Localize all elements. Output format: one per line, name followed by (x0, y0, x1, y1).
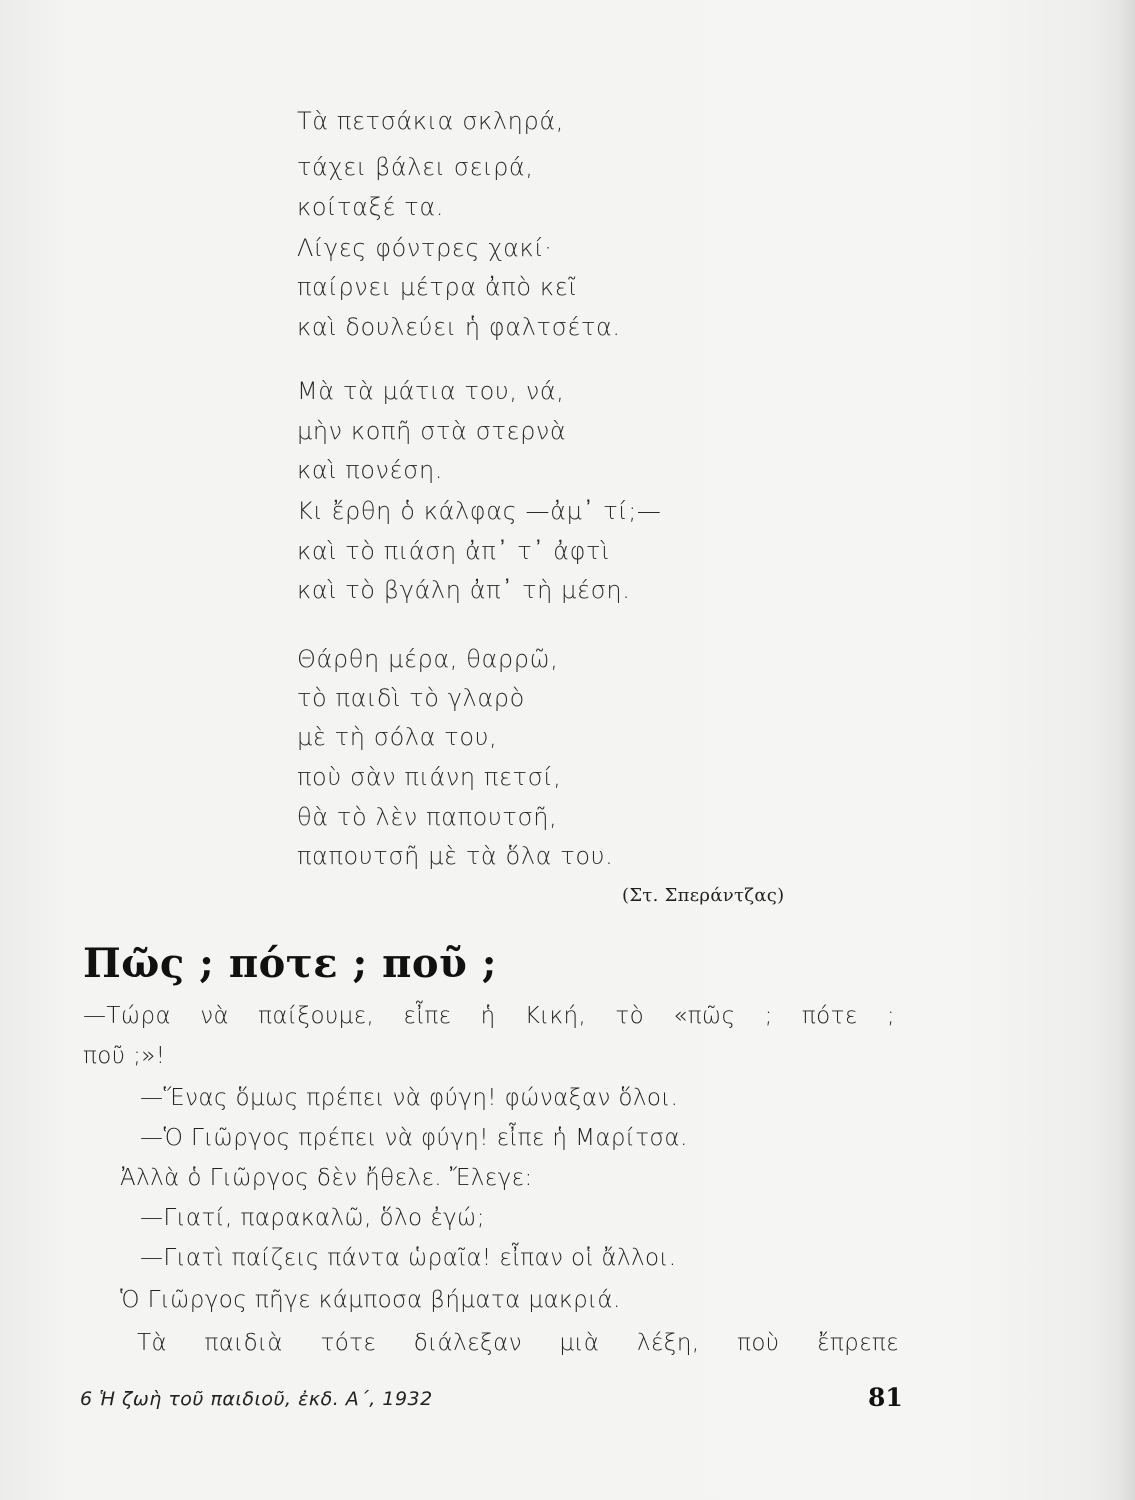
story-paragraph: —Γιατὶ παίζεις πάντα ὡραῖα! εἶπαν οἱ ἄλλοι. (140, 1245, 677, 1271)
story-paragraph: Ὁ Γιῶργος πῆγε κάμποσα βήματα μακριά. (120, 1287, 621, 1313)
poem-line: παπουτσῆ μὲ τὰ ὅλα του. (297, 842, 614, 870)
poem-line: τάχει βάλει σειρά, (297, 153, 534, 181)
poem-line: ποὺ σὰν πιάνη πετσί, (297, 763, 562, 791)
poem-line: καὶ δουλεύει ἡ φαλτσέτα. (297, 313, 621, 341)
poem-line: Τὰ πετσάκια σκληρά, (297, 107, 564, 135)
poem-line: καὶ τὸ πιάση ἀπ᾽ τ᾽ ἀφτὶ (297, 537, 610, 565)
poem-line: κοίταξέ τα. (297, 193, 444, 221)
poem-line: Κι ἔρθη ὁ κάλφας —ἀμ᾽ τί;— (297, 497, 662, 525)
poem-line: παίρνει μέτρα ἀπὸ κεῖ (297, 273, 577, 301)
footer-source: 6 Ἡ ζωὴ τοῦ παιδιοῦ, ἐκδ. Α´, 1932 (80, 1388, 433, 1410)
poem-line: Λίγες φόντρες χακί· (297, 234, 553, 262)
story-paragraph: —Ὁ Γιῶργος πρέπει νὰ φύγη! εἶπε ἡ Μαρίτσα. (140, 1125, 688, 1151)
story-paragraph: —Ἕνας ὅμως πρέπει νὰ φύγη! φώναξαν ὅλοι. (140, 1085, 679, 1111)
poem-line: τὸ παιδὶ τὸ γλαρὸ (297, 684, 525, 712)
poem-line: Μὰ τὰ μάτια του, νά, (297, 377, 565, 405)
story-paragraph: Ἀλλὰ ὁ Γιῶργος δὲν ἤθελε. Ἔλεγε: (120, 1165, 533, 1191)
poem-line: καὶ τὸ βγάλη ἀπ᾽ τὴ μέση. (297, 576, 631, 604)
story-paragraph: ποῦ ;»! (83, 1043, 166, 1069)
section-title: Πῶς ; πότε ; ποῦ ; (83, 940, 498, 987)
story-paragraph: —Γιατί, παρακαλῶ, ὅλο ἐγώ; (140, 1205, 485, 1231)
page-number: 81 (868, 1383, 903, 1412)
page-edge-shadow (1119, 0, 1135, 1500)
poem-line: μὲ τὴ σόλα του, (297, 723, 498, 751)
poem-attribution: (Στ. Σπεράντζας) (622, 885, 785, 906)
story-paragraph: —Τώρα νὰ παίξουμε, εἶπε ἡ Κική, τὸ «πῶς ; πότε ; (83, 1003, 895, 1029)
poem-line: μὴν κοπῆ στὰ στερνὰ (297, 417, 567, 445)
poem-line: καὶ πονέση. (297, 456, 443, 484)
poem-line: Θάρθη μέρα, θαρρῶ, (297, 645, 559, 673)
poem-line: θὰ τὸ λὲν παπουτσῆ, (297, 803, 558, 831)
story-paragraph: Τὰ παιδιὰ τότε διάλεξαν μιὰ λέξη, ποὺ ἔπρεπε (137, 1330, 899, 1356)
